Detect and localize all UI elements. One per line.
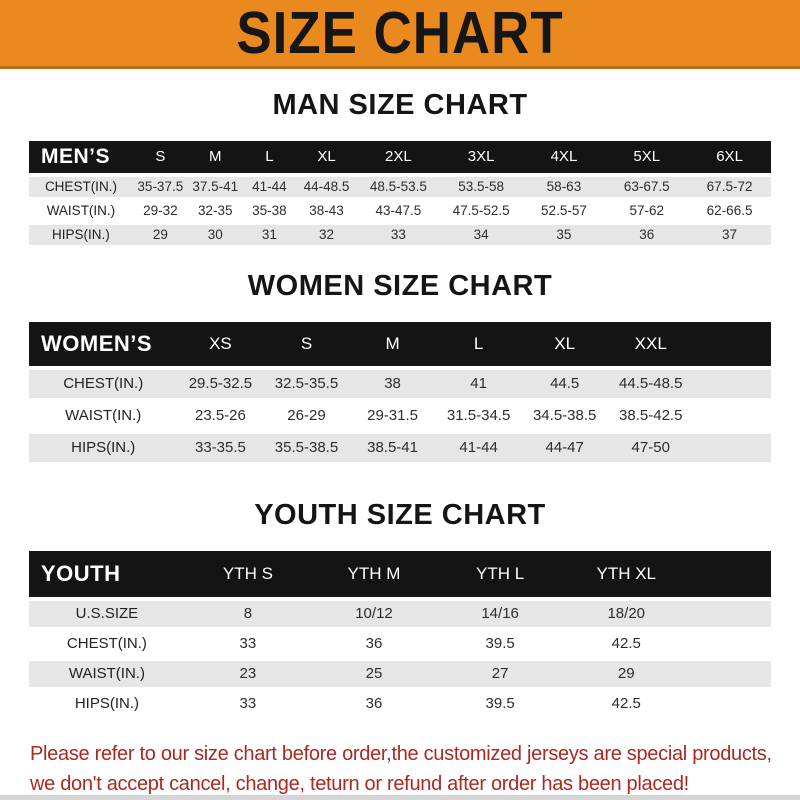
table-header-row (29, 322, 771, 366)
size-value-cell: 29-32 (133, 201, 188, 221)
table-row (29, 631, 771, 657)
spacer-cell (689, 631, 771, 657)
size-value-cell: 34.5-38.5 (522, 402, 608, 430)
spacer-cell (689, 691, 771, 717)
table-header-row (29, 551, 771, 597)
spacer-cell (689, 551, 771, 597)
table-title: WOMEN’S (29, 322, 177, 366)
table-row (29, 370, 771, 398)
men-section-heading: MAN SIZE CHART (272, 89, 528, 121)
table-row (29, 601, 771, 627)
size-chart-banner (0, 0, 800, 69)
size-value-cell: 38.5-41 (350, 434, 436, 462)
size-value-cell: 44.5 (522, 370, 608, 398)
size-value-cell: 18/20 (563, 601, 689, 627)
size-column-header: 4XL (523, 141, 606, 173)
row-label: CHEST(IN.) (29, 177, 133, 197)
size-column-header: YTH XL (563, 551, 689, 597)
size-column-header: YTH S (185, 551, 311, 597)
table-row (29, 691, 771, 717)
size-value-cell: 14/16 (437, 601, 563, 627)
image-bottom-edge (0, 795, 800, 800)
row-label: HIPS(IN.) (29, 225, 133, 245)
row-label: CHEST(IN.) (29, 370, 177, 398)
table-row (29, 402, 771, 430)
size-value-cell: 67.5-72 (688, 177, 771, 197)
size-value-cell: 32.5-35.5 (263, 370, 349, 398)
size-value-cell: 37.5-41 (188, 177, 243, 197)
size-value-cell: 58-63 (523, 177, 606, 197)
size-value-cell: 48.5-53.5 (357, 177, 440, 197)
size-value-cell: 53.5-58 (440, 177, 523, 197)
size-value-cell: 38.5-42.5 (608, 402, 694, 430)
table-title: YOUTH (29, 551, 185, 597)
row-label: WAIST(IN.) (29, 402, 177, 430)
size-value-cell: 36 (311, 691, 437, 717)
size-value-cell: 42.5 (563, 631, 689, 657)
women-table-header (29, 322, 771, 366)
size-column-header: YTH L (437, 551, 563, 597)
size-column-header: XS (177, 322, 263, 366)
spacer-cell (694, 434, 771, 462)
size-value-cell: 43-47.5 (357, 201, 440, 221)
table-row (29, 177, 771, 197)
size-value-cell: 41-44 (436, 434, 522, 462)
youth-size-table (29, 547, 771, 721)
size-column-header: S (133, 141, 188, 173)
youth-table-header (29, 551, 771, 597)
size-value-cell: 33-35.5 (177, 434, 263, 462)
size-value-cell: 63-67.5 (605, 177, 688, 197)
table-title: MEN’S (29, 141, 133, 173)
row-label: WAIST(IN.) (29, 201, 133, 221)
table-row (29, 201, 771, 221)
size-value-cell: 32 (296, 225, 357, 245)
size-value-cell: 39.5 (437, 631, 563, 657)
size-value-cell: 23.5-26 (177, 402, 263, 430)
size-column-header: M (350, 322, 436, 366)
size-column-header: S (263, 322, 349, 366)
size-column-header: 6XL (688, 141, 771, 173)
women-table-body (29, 370, 771, 462)
disclaimer-line-1: Please refer to our size chart before order,the customized jerseys are special products, (30, 742, 772, 765)
spacer-cell (694, 322, 771, 366)
men-table-body (29, 177, 771, 245)
size-column-header: YTH M (311, 551, 437, 597)
table-row (29, 225, 771, 245)
size-value-cell: 38-43 (296, 201, 357, 221)
men-table-header (29, 141, 771, 173)
size-value-cell: 47.5-52.5 (440, 201, 523, 221)
banner-title: SIZE CHART (236, 0, 564, 66)
size-column-header: 2XL (357, 141, 440, 173)
size-value-cell: 25 (311, 661, 437, 687)
size-value-cell: 38 (350, 370, 436, 398)
size-value-cell: 26-29 (263, 402, 349, 430)
size-value-cell: 41 (436, 370, 522, 398)
size-value-cell: 31.5-34.5 (436, 402, 522, 430)
row-label: HIPS(IN.) (29, 691, 185, 717)
size-value-cell: 52.5-57 (523, 201, 606, 221)
size-value-cell: 10/12 (311, 601, 437, 627)
size-value-cell: 47-50 (608, 434, 694, 462)
size-value-cell: 33 (185, 691, 311, 717)
size-value-cell: 36 (605, 225, 688, 245)
size-value-cell: 29 (133, 225, 188, 245)
size-column-header: L (243, 141, 296, 173)
spacer-cell (689, 661, 771, 687)
row-label: WAIST(IN.) (29, 661, 185, 687)
table-row (29, 434, 771, 462)
spacer-cell (694, 402, 771, 430)
size-value-cell: 35 (523, 225, 606, 245)
size-value-cell: 29.5-32.5 (177, 370, 263, 398)
size-value-cell: 31 (243, 225, 296, 245)
size-value-cell: 42.5 (563, 691, 689, 717)
size-value-cell: 41-44 (243, 177, 296, 197)
size-value-cell: 44.5-48.5 (608, 370, 694, 398)
size-value-cell: 37 (688, 225, 771, 245)
size-column-header: XXL (608, 322, 694, 366)
size-value-cell: 36 (311, 631, 437, 657)
size-value-cell: 62-66.5 (688, 201, 771, 221)
size-value-cell: 35-38 (243, 201, 296, 221)
youth-table-body (29, 601, 771, 717)
row-label: CHEST(IN.) (29, 631, 185, 657)
order-disclaimer (30, 739, 780, 799)
women-size-table (29, 318, 771, 466)
size-column-header: 3XL (440, 141, 523, 173)
size-value-cell: 35-37.5 (133, 177, 188, 197)
size-value-cell: 57-62 (605, 201, 688, 221)
size-value-cell: 33 (185, 631, 311, 657)
size-value-cell: 27 (437, 661, 563, 687)
row-label: HIPS(IN.) (29, 434, 177, 462)
spacer-cell (689, 601, 771, 627)
size-value-cell: 8 (185, 601, 311, 627)
table-header-row (29, 141, 771, 173)
size-column-header: XL (296, 141, 357, 173)
disclaimer-line-2: we don't accept cancel, change, teturn or refund after order has been placed! (30, 772, 689, 795)
table-row (29, 661, 771, 687)
size-value-cell: 34 (440, 225, 523, 245)
size-value-cell: 39.5 (437, 691, 563, 717)
men-size-table (29, 137, 771, 249)
size-value-cell: 29 (563, 661, 689, 687)
size-column-header: M (188, 141, 243, 173)
size-column-header: L (436, 322, 522, 366)
women-section-heading: WOMEN SIZE CHART (247, 269, 553, 302)
size-value-cell: 35.5-38.5 (263, 434, 349, 462)
youth-section-heading: YOUTH SIZE CHART (254, 498, 546, 531)
size-column-header: 5XL (605, 141, 688, 173)
size-value-cell: 29-31.5 (350, 402, 436, 430)
row-label: U.S.SIZE (29, 601, 185, 627)
size-column-header: XL (522, 322, 608, 366)
size-value-cell: 30 (188, 225, 243, 245)
size-value-cell: 32-35 (188, 201, 243, 221)
size-value-cell: 44-48.5 (296, 177, 357, 197)
size-value-cell: 44-47 (522, 434, 608, 462)
spacer-cell (694, 370, 771, 398)
size-value-cell: 33 (357, 225, 440, 245)
size-value-cell: 23 (185, 661, 311, 687)
